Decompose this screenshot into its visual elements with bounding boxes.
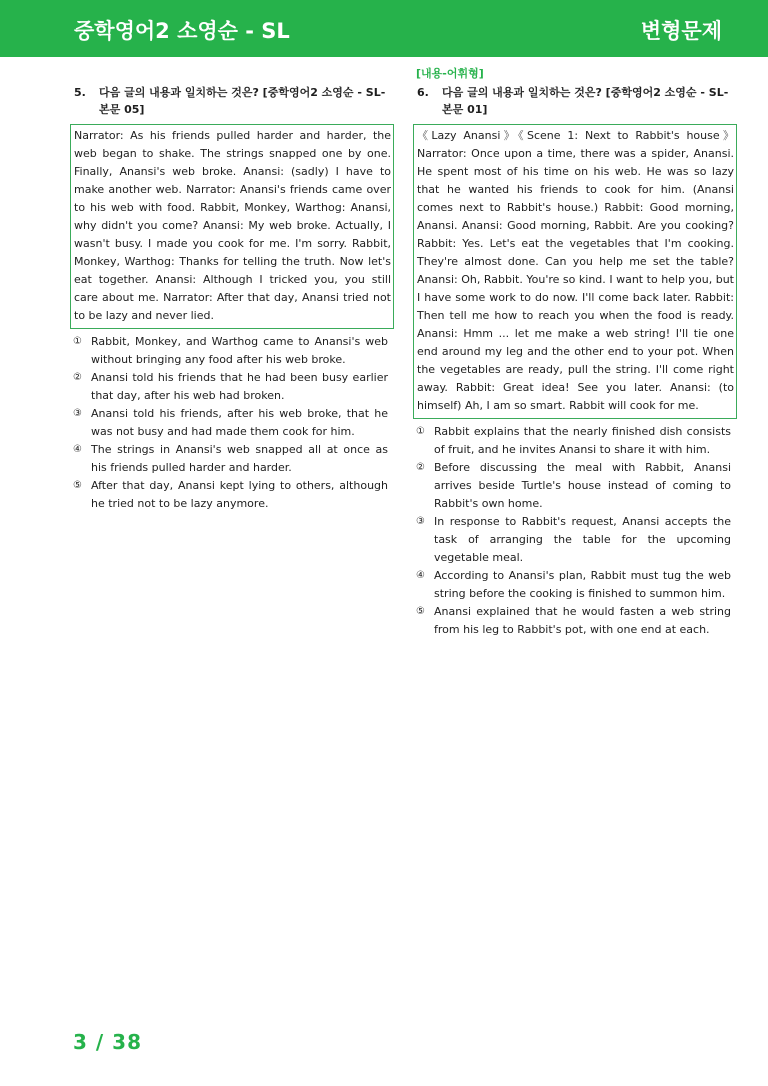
answer-options: [413, 423, 737, 639]
option-number: ②: [73, 372, 82, 383]
question-prompt: [70, 84, 394, 118]
question-6: [413, 67, 737, 639]
option-text: After that day, Anansi kept lying to others, although he tried not to be lazy anymore.: [91, 479, 388, 510]
answer-option[interactable]: [73, 333, 388, 369]
answer-options: [70, 333, 394, 513]
option-number: ⑤: [416, 606, 425, 617]
answer-option[interactable]: [73, 441, 388, 477]
reading-passage: Narrator: As his friends pulled harder and harder, the web began to shake. The strings snapped one by one. Finally, Anansi's web broke. Anansi: (sadly) I have to make another web. Narrator: Anansi's friends came over to his web with food. Rabbit, Monkey, Warthog: Anansi, why didn't you come? Anansi: My web broke. Actually, I wasn't busy. I made you cook for me. I'm sorry. Rabbit, Monkey, Warthog: Thanks for telling the truth. Now let's eat together. Anansi: Although I tricked you, you still care about me. Narrator: After that day, Anansi tried not to be lazy and never lied.: [70, 124, 394, 329]
section-label: 변형문제: [640, 19, 722, 43]
reading-passage: 《Lazy Anansi》《Scene 1: Next to Rabbit's house》 Narrator: Once upon a time, there was a spider, Anansi. He spent most of his time on his web. He was so lazy that he wanted his friends to cook for him. (Anansi comes next to Rabbit's house.) Rabbit: Good morning, Anansi. Anansi: Good morning, Rabbit. Are you cooking? Rabbit: Yes. Let's eat the vegetables that I'm cooking. They're almost done. Can you help me set the table? Anansi: Oh, Rabbit. You're so kind. I want to help you, but I have some work to do now. I'll come back later. Rabbit: Then tell me how to reach you when the food is ready. Anansi: Hmm ... let me make a web string! I'll tie one end around my leg and the other end to your pot. When the vegetables are ready, pull the string. I'll come right away. Rabbit: Great idea! See you later. Anansi: (to himself) Ah, I am so smart. Rabbit will cook for me.: [413, 124, 737, 419]
option-text: Rabbit, Monkey, and Warthog came to Anansi's web without bringing any food after his web broke.: [91, 335, 388, 366]
option-number: ③: [73, 408, 82, 419]
question-number: 5.: [74, 86, 86, 99]
option-number: ③: [416, 516, 425, 527]
option-text: The strings in Anansi's web snapped all at once as his friends pulled harder and harder.: [91, 443, 388, 474]
option-number: ⑤: [73, 480, 82, 491]
page-number: 3 / 38: [73, 1030, 142, 1054]
answer-option[interactable]: [416, 423, 731, 459]
question-prompt: [413, 84, 737, 118]
option-number: ②: [416, 462, 425, 473]
option-number: ①: [73, 336, 82, 347]
answer-option[interactable]: [73, 405, 388, 441]
page-header: [0, 0, 768, 57]
answer-option[interactable]: [73, 369, 388, 405]
textbook-title: 중학영어2 소영순 - SL: [74, 19, 290, 43]
option-text: Anansi told his friends that he had been busy earlier that day, after his web had broken.: [91, 371, 388, 402]
question-type-tag: [내용-어휘형]: [416, 67, 484, 80]
option-text: Before discussing the meal with Rabbit, Anansi arrives beside Turtle's house instead of coming to Rabbit's own home.: [434, 461, 731, 510]
question-text: 다음 글의 내용과 일치하는 것은? [중학영어2 소영순 - SL-본문 01]: [442, 86, 729, 116]
question-number: 6.: [417, 86, 429, 99]
option-number: ④: [416, 570, 425, 581]
answer-option[interactable]: [416, 567, 731, 603]
answer-option[interactable]: [73, 477, 388, 513]
answer-option[interactable]: [416, 513, 731, 567]
answer-option[interactable]: [416, 459, 731, 513]
question-5: [70, 84, 394, 513]
option-number: ④: [73, 444, 82, 455]
answer-option[interactable]: [416, 603, 731, 639]
option-number: ①: [416, 426, 425, 437]
option-text: In response to Rabbit's request, Anansi accepts the task of arranging the table for the upcoming vegetable meal.: [434, 515, 731, 564]
option-text: Anansi explained that he would fasten a web string from his leg to Rabbit's pot, with one end at each.: [434, 605, 731, 636]
option-text: Anansi told his friends, after his web broke, that he was not busy and had made them cook for him.: [91, 407, 388, 438]
option-text: According to Anansi's plan, Rabbit must tug the web string before the cooking is finished to summon him.: [434, 569, 731, 600]
option-text: Rabbit explains that the nearly finished dish consists of fruit, and he invites Anansi to share it with him.: [434, 425, 731, 456]
question-text: 다음 글의 내용과 일치하는 것은? [중학영어2 소영순 - SL-본문 05]: [99, 86, 386, 116]
